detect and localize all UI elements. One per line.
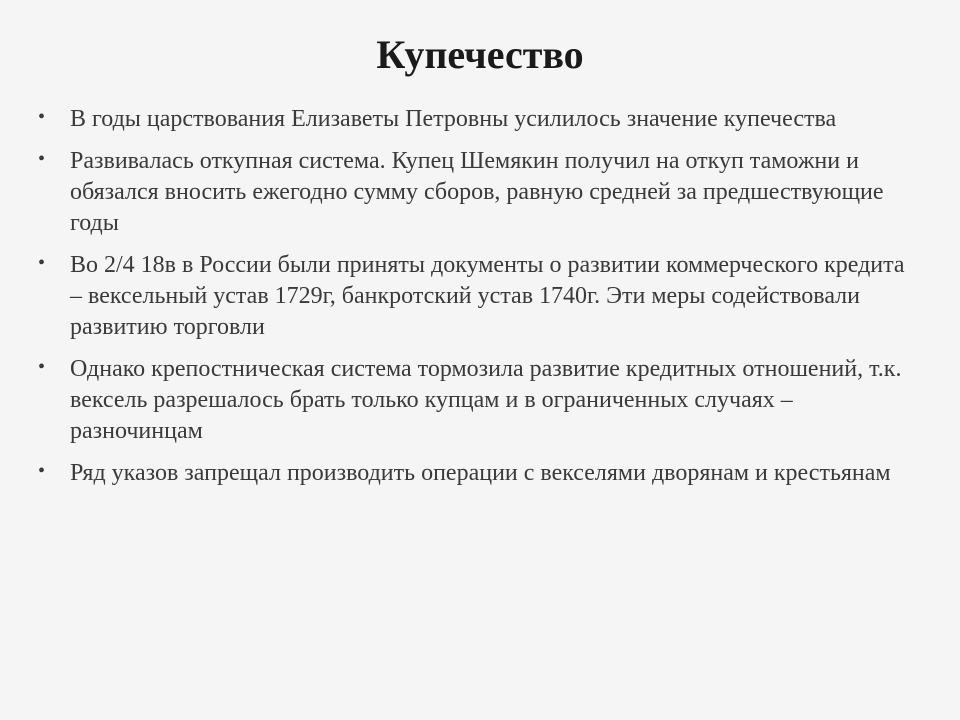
bullet-item (38, 354, 918, 447)
bullet-item (38, 250, 918, 343)
bullet-item (38, 458, 918, 489)
bullet-marker: • (38, 106, 46, 128)
bullet-marker: • (38, 252, 46, 274)
bullet-item (38, 146, 918, 239)
bullet-marker: • (38, 356, 46, 378)
bullet-text: В годы царствования Елизаветы Петровны усилилось значение купечества (70, 106, 837, 132)
bullet-item (38, 104, 918, 135)
bullet-text: Ряд указов запрещал производить операции с векселями дворянам и крестьянам (70, 460, 891, 486)
bullet-marker: • (38, 148, 46, 170)
slide-title: Купечество (376, 32, 584, 77)
bullet-text: Во 2/4 18в в России были приняты документы о развитии коммерческого кредита – вексельный устав 1729г, банкротский устав 1740г. Эти меры содействовали развитию торговли (70, 252, 905, 340)
bullet-list (38, 104, 918, 500)
bullet-text: Развивалась откупная система. Купец Шемякин получил на откуп таможни и обязался вносить ежегодно сумму сборов, равную средней за предшествующие годы (70, 148, 884, 236)
bullet-marker: • (38, 460, 46, 482)
bullet-text: Однако крепостническая система тормозила развитие кредитных отношений, т.к. вексель разрешалось брать только купцам и в ограниченных случаях – разночинцам (70, 356, 902, 444)
